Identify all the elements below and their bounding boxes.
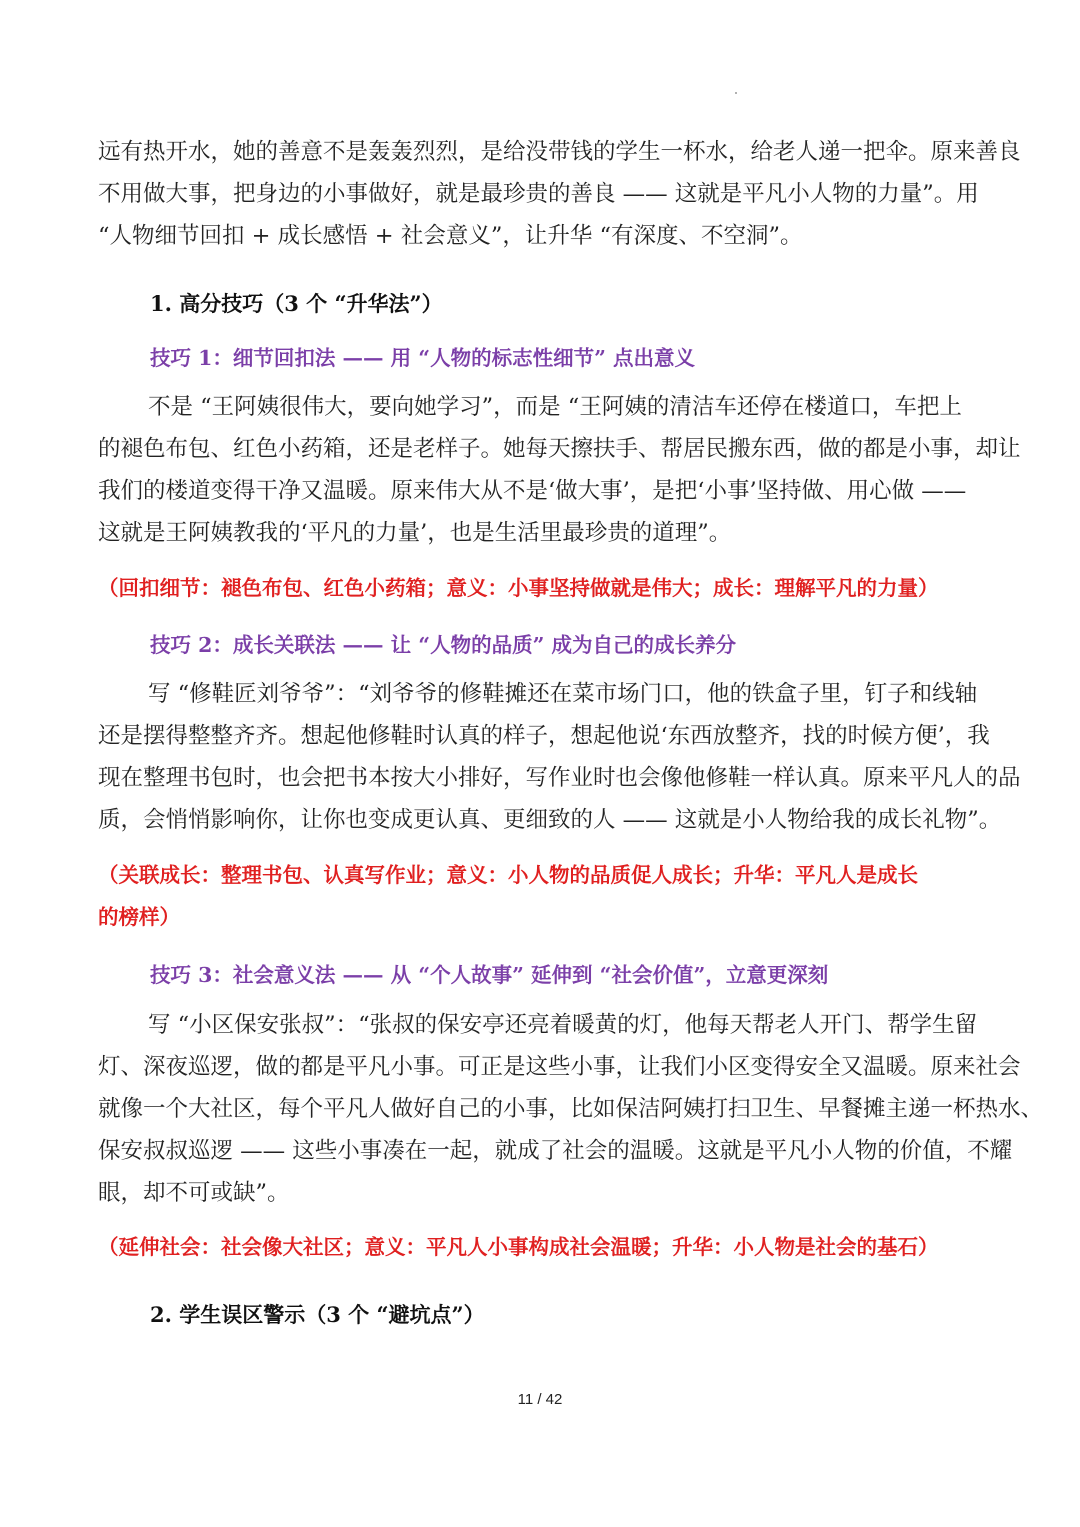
text-line: “人物细节回扣 + 成长感悟 + 社会意义”，让升华 “有深度、不空洞”。 bbox=[98, 223, 803, 249]
scan-speck bbox=[735, 92, 737, 94]
section-heading-2: 2. 学生误区警示（3 个 “避坑点”） bbox=[150, 1302, 485, 1327]
note-line: （回扣细节：褪色布包、红色小药箱；意义：小事坚持做就是伟大；成长：理解平凡的力量） bbox=[98, 576, 939, 600]
text-line: 质，会悄悄影响你，让你也变成更认真、更细致的人 —— 这就是小人物给我的成长礼物”。 bbox=[98, 807, 1002, 833]
note-line: （延伸社会：社会像大社区；意义：平凡人小事构成社会温暖；升华：小人物是社会的基石） bbox=[98, 1235, 939, 1259]
text-line: 不用做大事，把身边的小事做好，就是最珍贵的善良 —— 这就是平凡小人物的力量”。用 bbox=[98, 181, 979, 207]
tip-body-3 bbox=[98, 1004, 1044, 1214]
section-heading-1: 1. 高分技巧（3 个 “升华法”） bbox=[150, 291, 443, 316]
tip-title-2: 技巧 2：成长关联法 —— 让 “人物的品质” 成为自己的成长养分 bbox=[150, 633, 737, 657]
tip-note-3 bbox=[98, 1226, 939, 1268]
text-line: 写 “小区保安张叔”：“张叔的保安亭还亮着暖黄的灯，他每天帮老人开门、帮学生留 bbox=[148, 1012, 978, 1038]
text-line: 灯、深夜巡逻，做的都是平凡小事。可正是这些小事，让我们小区变得安全又温暖。原来社会 bbox=[98, 1054, 1021, 1080]
text-line: 现在整理书包时，也会把书本按大小排好，写作业时也会像他修鞋一样认真。原来平凡人的品 bbox=[98, 765, 1021, 791]
text-line: 这就是王阿姨教我的‘平凡的力量’，也是生活里最珍贵的道理”。 bbox=[98, 520, 732, 546]
tip-body-1 bbox=[98, 386, 1021, 554]
tip-note-2 bbox=[98, 854, 918, 938]
page-number: 11 / 42 bbox=[517, 1391, 563, 1408]
text-line: 保安叔叔巡逻 —— 这些小事凑在一起，就成了社会的温暖。这就是平凡小人物的价值，不耀 bbox=[98, 1138, 1013, 1164]
text-line: 还是摆得整整齐齐。想起他修鞋时认真的样子，想起他说‘东西放整齐，找的时候方便’，我 bbox=[98, 723, 990, 749]
text-line: 的褪色布包、红色小药箱，还是老样子。她每天擦扶手、帮居民搬东西，做的都是小事，却让 bbox=[98, 436, 1021, 462]
tip-note-1 bbox=[98, 567, 939, 609]
tip-body-2 bbox=[98, 673, 1021, 841]
note-line: 的榜样） bbox=[98, 905, 180, 929]
tip-title-3: 技巧 3：社会意义法 —— 从 “个人故事” 延伸到 “社会价值”，立意更深刻 bbox=[150, 963, 829, 987]
text-line: 写 “修鞋匠刘爷爷”：“刘爷爷的修鞋摊还在菜市场门口，他的铁盒子里，钉子和线轴 bbox=[148, 681, 978, 707]
tip-title-1: 技巧 1：细节回扣法 —— 用 “人物的标志性细节” 点出意义 bbox=[150, 346, 696, 370]
text-line: 就像一个大社区，每个平凡人做好自己的小事，比如保洁阿姨打扫卫生、早餐摊主递一杯热水、 bbox=[98, 1096, 1044, 1122]
intro-paragraph bbox=[98, 131, 1021, 257]
text-line: 远有热开水，她的善意不是轰轰烈烈，是给没带钱的学生一杯水，给老人递一把伞。原来善良 bbox=[98, 139, 1021, 165]
text-line: 眼，却不可或缺”。 bbox=[98, 1180, 290, 1206]
note-line: （关联成长：整理书包、认真写作业；意义：小人物的品质促人成长；升华：平凡人是成长 bbox=[98, 863, 918, 887]
text-line: 不是 “王阿姨很伟大，要向她学习”，而是 “王阿姨的清洁车还停在楼道口，车把上 bbox=[148, 394, 962, 420]
text-line: 我们的楼道变得干净又温暖。原来伟大从不是‘做大事’，是把‘小事’坚持做、用心做 —— bbox=[98, 478, 967, 504]
